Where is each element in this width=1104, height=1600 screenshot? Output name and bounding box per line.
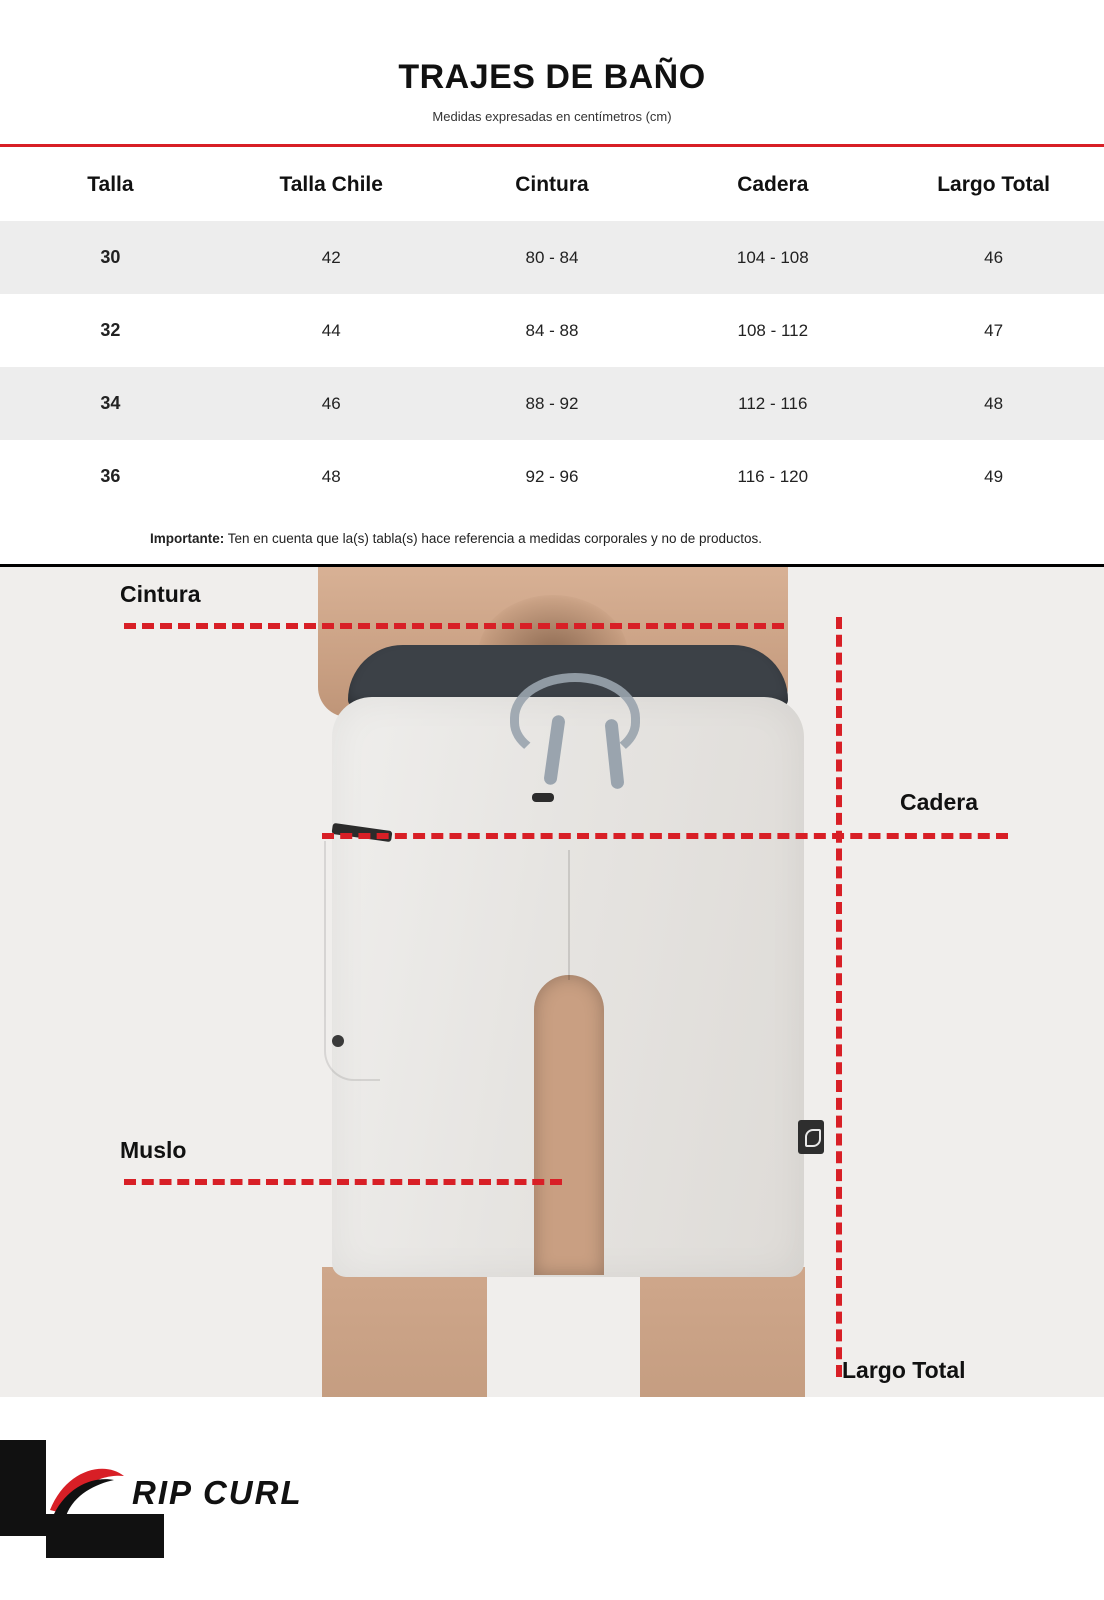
dashed-line-largo-total — [836, 617, 842, 1377]
column-header-cintura: Cintura — [442, 147, 663, 221]
label-cadera: Cadera — [900, 789, 978, 815]
column-header-talla-chile: Talla Chile — [221, 147, 442, 221]
rip-curl-wave-icon — [48, 1464, 126, 1520]
dashed-line-cintura — [124, 623, 784, 629]
page-subtitle: Medidas expresadas en centímetros (cm) — [432, 109, 672, 124]
cell-cadera: 112 - 116 — [662, 367, 883, 440]
crotch-gap — [534, 975, 604, 1275]
size-table — [0, 147, 1104, 513]
cell-talla: 34 — [0, 367, 221, 440]
cell-cintura: 80 - 84 — [442, 221, 663, 294]
cell-cadera: 116 - 120 — [662, 440, 883, 513]
footer — [0, 1440, 1104, 1600]
cell-cintura: 84 - 88 — [442, 294, 663, 367]
cell-talla-chile: 42 — [221, 221, 442, 294]
table-row — [0, 367, 1104, 440]
center-seam — [568, 850, 570, 980]
brand-name: RIP CURL — [132, 1474, 303, 1511]
cell-talla-chile: 46 — [221, 367, 442, 440]
pocket-grommet — [332, 1035, 344, 1047]
dashed-line-muslo — [124, 1179, 562, 1185]
brand-logo-tag-icon — [798, 1120, 824, 1154]
cell-largo-total: 48 — [883, 367, 1104, 440]
label-cintura: Cintura — [120, 581, 201, 607]
logo-block-left — [0, 1440, 46, 1536]
cell-largo-total: 49 — [883, 440, 1104, 513]
boardshorts-illustration — [320, 645, 817, 1285]
table-header-row — [0, 147, 1104, 221]
cell-cintura: 92 - 96 — [442, 440, 663, 513]
pocket-seam — [324, 841, 380, 1081]
table-row — [0, 440, 1104, 513]
cell-talla: 30 — [0, 221, 221, 294]
table-row — [0, 294, 1104, 367]
important-note — [0, 513, 1104, 564]
cell-talla-chile: 48 — [221, 440, 442, 513]
cell-talla-chile: 44 — [221, 294, 442, 367]
cell-talla: 36 — [0, 440, 221, 513]
label-muslo: Muslo — [120, 1137, 187, 1163]
cell-cadera: 104 - 108 — [662, 221, 883, 294]
eyelet — [532, 793, 554, 802]
left-leg-illustration — [322, 1267, 487, 1397]
important-note-label: Importante: — [150, 531, 225, 546]
cell-cadera: 108 - 112 — [662, 294, 883, 367]
column-header-talla: Talla — [0, 147, 221, 221]
table-row — [0, 221, 1104, 294]
right-leg-illustration — [640, 1267, 805, 1397]
cell-largo-total: 47 — [883, 294, 1104, 367]
label-largo-total: Largo Total — [842, 1357, 966, 1383]
cell-cintura: 88 - 92 — [442, 367, 663, 440]
important-note-text: Ten en cuenta que la(s) tabla(s) hace referencia a medidas corporales y no de productos. — [224, 531, 763, 546]
dashed-line-cadera — [322, 833, 1008, 839]
page-header — [0, 0, 1104, 124]
measurement-diagram — [0, 567, 1104, 1397]
cell-talla: 32 — [0, 294, 221, 367]
logo-block-bottom — [46, 1514, 164, 1558]
page-title: TRAJES DE BAÑO — [398, 58, 706, 96]
column-header-cadera: Cadera — [662, 147, 883, 221]
column-header-largo-total: Largo Total — [883, 147, 1104, 221]
cell-largo-total: 46 — [883, 221, 1104, 294]
